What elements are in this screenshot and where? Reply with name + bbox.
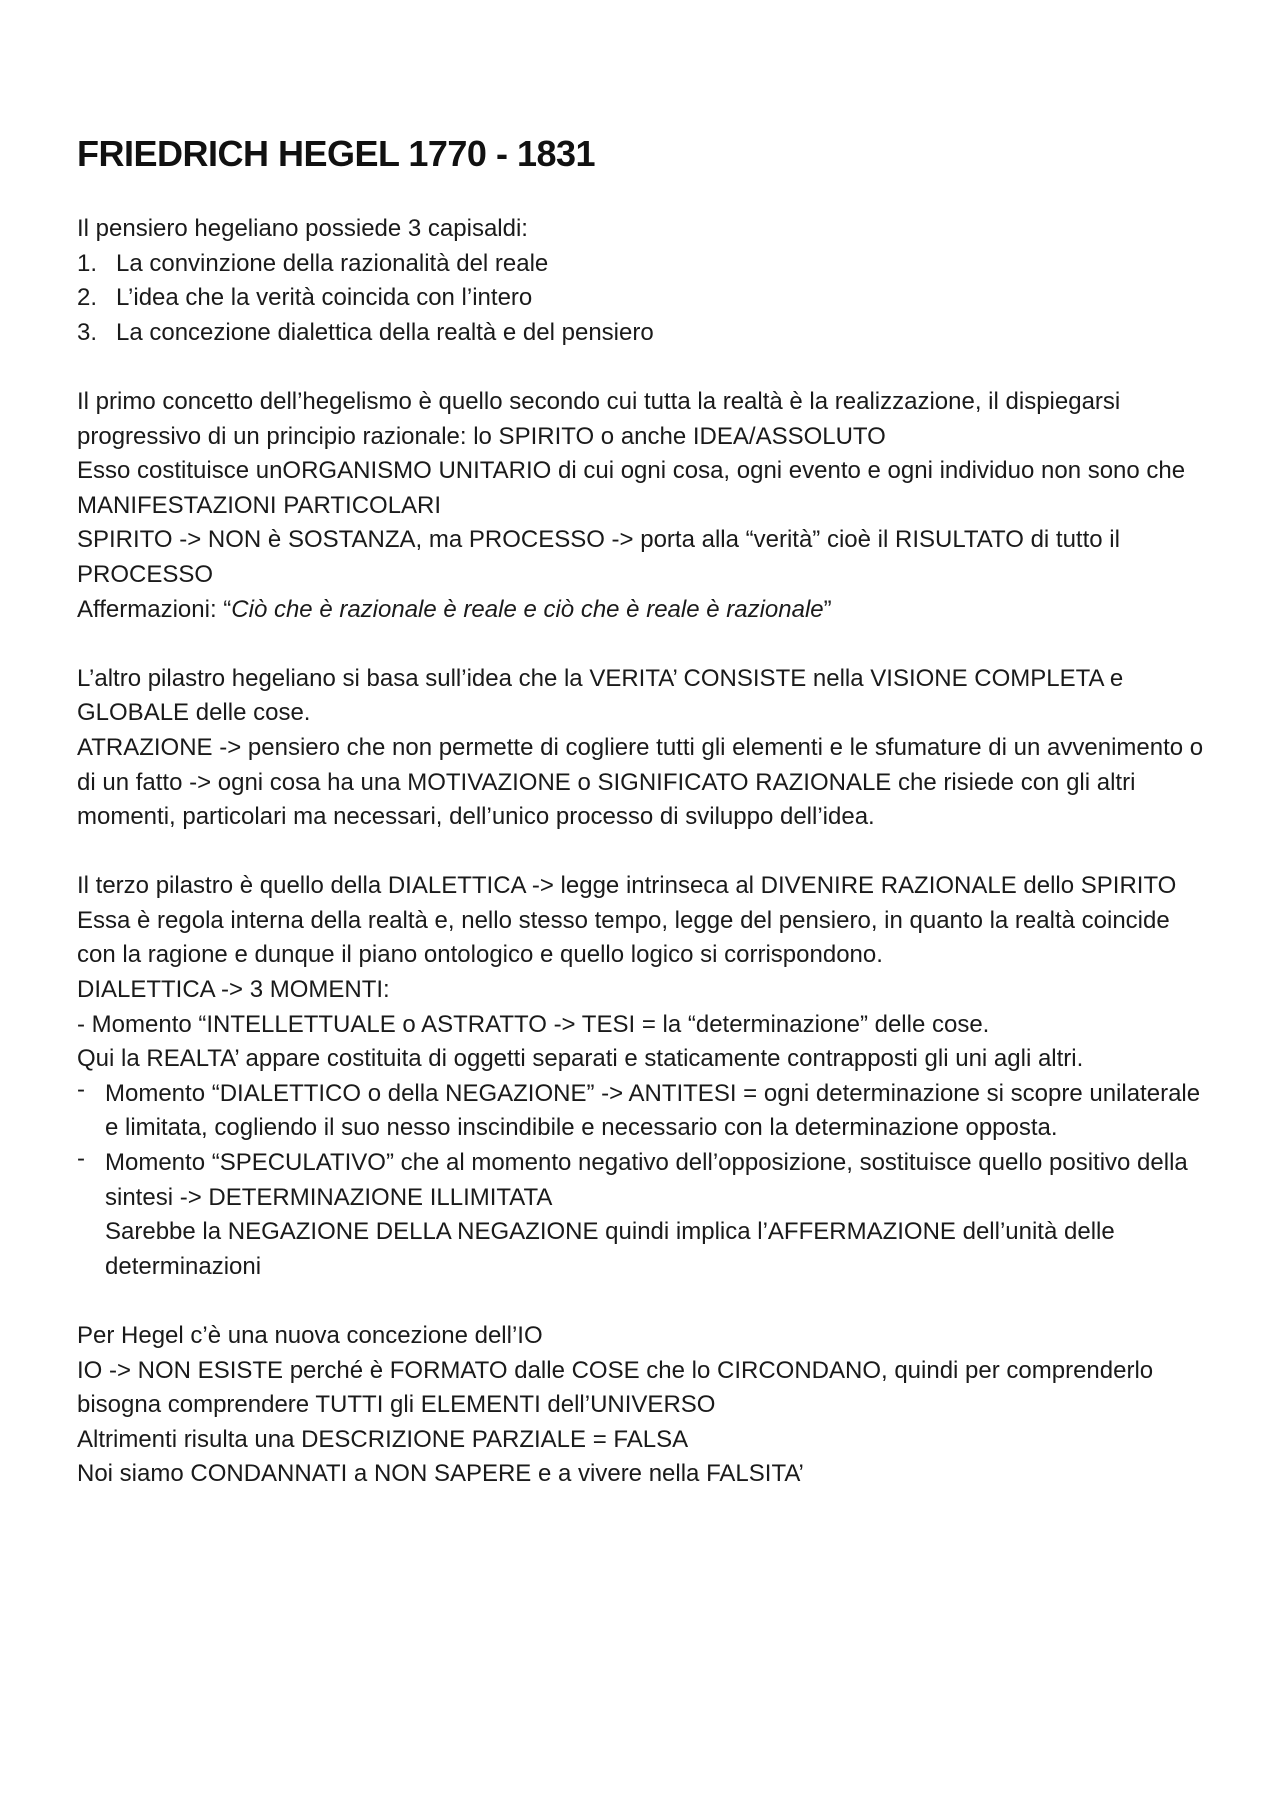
section2-paragraph: L’altro pilastro hegeliano si basa sull’idea che la VERITA’ CONSISTE nella VISIONE COMPLETA e GLOBALE delle cose. <box>77 664 1124 727</box>
affermazioni-paragraph <box>77 593 1212 628</box>
list-number: 2. <box>77 284 98 312</box>
page-title: FRIEDRICH HEGEL 1770 - 1831 <box>77 133 596 174</box>
document-page <box>77 132 1212 1492</box>
section2-paragraph: ATRAZIONE -> pensiero che non permette di cogliere tutti gli elementi e le sfumature di un avvenimento o di un fatto -> ogni cosa ha una MOTIVAZIONE o SIGNIFICATO RAZIONALE che risiede con gli altri momenti, particolari ma necessari, dell’unico processo di sviluppo dell’idea. <box>77 733 1204 831</box>
list-number: 3. <box>77 318 98 346</box>
momenti-list <box>77 1077 1212 1285</box>
section3-paragraph: - Momento “INTELLETTUALE o ASTRATTO -> TESI = la “determinazione” delle cose. <box>77 1010 990 1038</box>
list-number: 1. <box>77 249 98 277</box>
dash-bullet: - <box>77 1145 85 1173</box>
section4-paragraph: Altrimenti risulta una DESCRIZIONE PARZIALE = FALSA <box>77 1425 689 1453</box>
list-item-text: Momento “SPECULATIVO” che al momento negativo dell’opposizione, sostituisce quello positivo della sintesi -> DETERMINAZIONE ILLIMITATA <box>105 1149 1188 1211</box>
list-item <box>77 1146 1212 1284</box>
list-item-text: L’idea che la verità coincida con l’intero <box>116 284 533 312</box>
section3-paragraph: Il terzo pilastro è quello della DIALETTICA -> legge intrinseca al DIVENIRE RAZIONALE dello SPIRITO <box>77 872 1177 900</box>
section4-paragraph: Per Hegel c’è una nuova concezione dell’IO <box>77 1322 543 1349</box>
section1-paragraph: SPIRITO -> NON è SOSTANZA, ma PROCESSO -> porta alla “verità” cioè il RISULTATO di tutto il PROCESSO <box>77 526 1120 588</box>
list-item <box>77 281 1212 316</box>
dash-bullet: - <box>77 1075 85 1103</box>
affermazioni-quote: Ciò che è razionale è reale e ciò che è reale è razionale <box>231 595 824 623</box>
paragraph-gap <box>77 835 1212 870</box>
paragraph-gap <box>77 1284 1212 1319</box>
affermazioni-prefix: Affermazioni: “ <box>77 595 232 623</box>
paragraph-gap <box>77 627 1212 662</box>
section1-paragraph: Il primo concetto dell’hegelismo è quello secondo cui tutta la realtà è la realizzazione, il dispiegarsi progressivo di un principio razionale: lo SPIRITO o anche IDEA/ASSOLUTO <box>77 387 1121 450</box>
list-item <box>77 247 1212 282</box>
list-item-text: Momento “DIALETTICO o della NEGAZIONE” -> ANTITESI = ogni determinazione si scopre unilaterale e limitata, cogliendo il suo nesso inscindibile e necessario con la determinazione opposta. <box>105 1079 1201 1142</box>
paragraph-gap <box>77 350 1212 385</box>
section3-paragraph: Essa è regola interna della realtà e, nello stesso tempo, legge del pensiero, in quanto la realtà coincide con la ragione e dunque il piano ontologico e quello logico si corrispondono. <box>77 906 1170 969</box>
capisaldi-list <box>77 247 1212 351</box>
intro-lead: Il pensiero hegeliano possiede 3 capisaldi: <box>77 215 528 242</box>
list-item-text: La concezione dialettica della realtà e del pensiero <box>116 318 654 346</box>
section1-paragraph: Esso costituisce unORGANISMO UNITARIO di cui ogni cosa, ogni evento e ogni individuo non sono che MANIFESTAZIONI PARTICOLARI <box>77 457 1186 519</box>
section4-paragraph: Noi siamo CONDANNATI a NON SAPERE e a vivere nella FALSITA’ <box>77 1460 804 1488</box>
section4-paragraph: IO -> NON ESISTE perché è FORMATO dalle COSE che lo CIRCONDANO, quindi per comprenderlo bisogna comprendere TUTTI gli ELEMENTI dell’UNIVERSO <box>77 1356 1154 1419</box>
affermazioni-suffix: ” <box>823 595 832 623</box>
list-item-text: La convinzione della razionalità del reale <box>116 249 549 277</box>
section3-paragraph: Qui la REALTA’ appare costituita di oggetti separati e staticamente contrapposti gli uni agli altri. <box>77 1045 1084 1073</box>
list-item <box>77 1077 1212 1146</box>
section3-paragraph: DIALETTICA -> 3 MOMENTI: <box>77 976 390 1004</box>
list-item <box>77 316 1212 351</box>
list-item-subtext: Sarebbe la NEGAZIONE DELLA NEGAZIONE quindi implica l’AFFERMAZIONE dell’unità delle determinazioni <box>105 1218 1115 1280</box>
